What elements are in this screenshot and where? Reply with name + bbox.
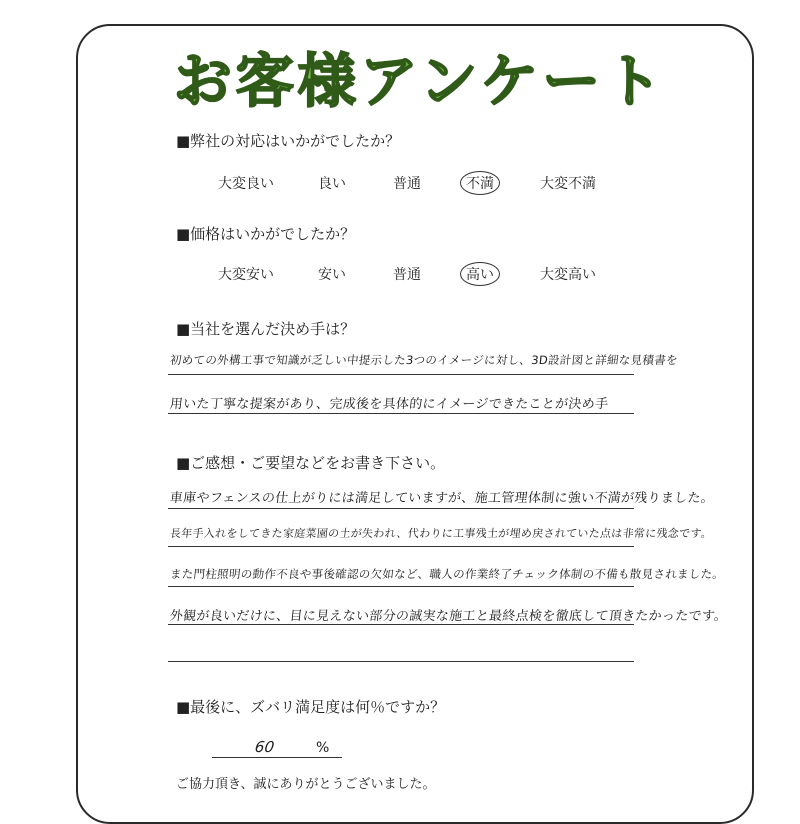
q2-option-cheap: 安い <box>318 267 346 283</box>
question-deciding-factor: ■当社を選んだ決め手は？ <box>176 320 356 338</box>
comment-rule <box>168 624 634 625</box>
comment-line: 長年手入れをしてきた家庭菜園の土が失われ、代わりに工事残土が埋め戻されていた点は非常に残念です。 <box>169 527 713 540</box>
question-price: ■価格はいかがでしたか？ <box>176 225 356 243</box>
satisfaction-value: 60 <box>253 738 276 756</box>
q1-option-dissatisfied-selected: 不満 <box>460 171 500 195</box>
q1-option-very-good: 大変良い <box>218 176 274 192</box>
q2-option-expensive-selected: 高い <box>460 262 500 286</box>
comment-rule <box>168 508 634 509</box>
answer-rule <box>168 413 634 414</box>
question-comments: ■ご感想・ご要望などをお書き下さい。 <box>176 454 446 472</box>
comment-line: 車庫やフェンスの仕上がりには満足していますが、施工管理体制に強い不満が残りました。 <box>169 491 715 506</box>
satisfaction-rule <box>212 757 342 758</box>
thank-you-note: ご協力頂き、誠にありがとうございました。 <box>176 777 436 792</box>
q2-option-very-expensive: 大変高い <box>540 267 596 283</box>
comment-rule <box>168 586 634 587</box>
q2-option-normal: 普通 <box>393 267 421 283</box>
page-title: お客様アンケート <box>173 47 667 115</box>
q1-option-very-dissatisfied: 大変不満 <box>540 176 596 192</box>
answer-line: 用いた丁寧な提案があり、完成後を具体的にイメージできたことが決め手 <box>169 397 610 412</box>
comment-rule <box>168 661 634 662</box>
answer-rule <box>168 374 634 375</box>
q2-option-very-cheap: 大変安い <box>218 267 274 283</box>
question-satisfaction: ■最後に、ズバリ満足度は何％ですか？ <box>176 698 446 716</box>
comment-rule <box>168 546 634 547</box>
q1-option-normal: 普通 <box>393 176 421 192</box>
question-service: ■弊社の対応はいかがでしたか？ <box>176 132 401 150</box>
answer-line: 初めての外構工事で知識が乏しい中提示した3つのイメージに対し、3D設計図と詳細な見積書を <box>169 353 679 367</box>
q1-option-good: 良い <box>318 176 346 192</box>
satisfaction-unit: % <box>316 740 330 756</box>
comment-line: 外観が良いだけに、目に見えない部分の誠実な施工と最終点検を徹底して頂きたかったです。 <box>169 609 729 624</box>
comment-line: また門柱照明の動作不良や事後確認の欠如など、職人の作業終了チェック体制の不備も散見されました。 <box>169 567 725 581</box>
